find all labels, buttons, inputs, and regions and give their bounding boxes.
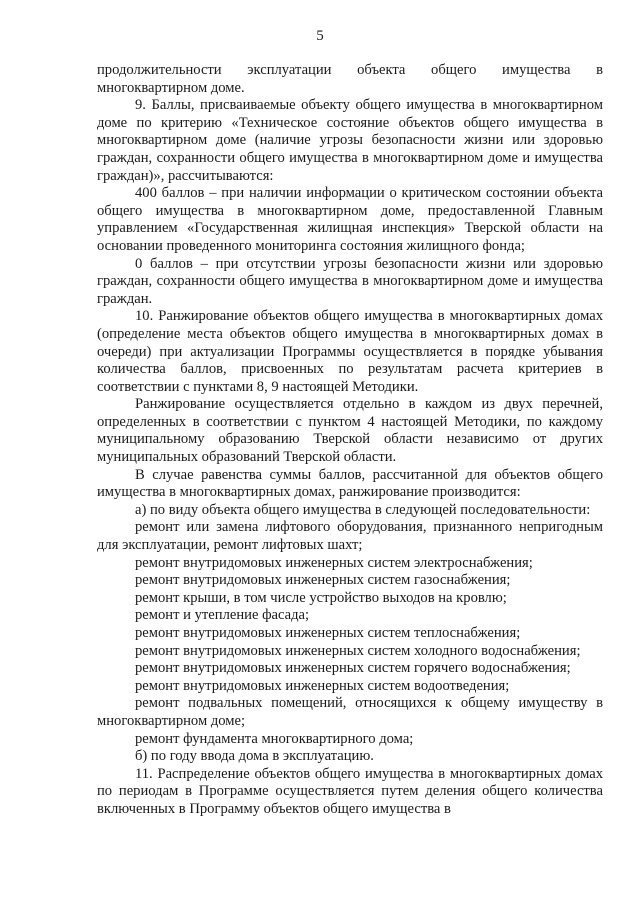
paragraph-ranking: Ранжирование осуществляется отдельно в каждом из двух перечней, определенных в соответствии с пунктом 4 настоящей Методики, по каждому муниципальному образованию Тверской области независимо от других муниципальных образований Тверской области. <box>97 396 603 466</box>
paragraph-item-9: 9. Баллы, присваиваемые объекту общего имущества в многоквартирном доме по критерию «Техническое состояние объектов общего имущества в многоквартирном доме (наличие угрозы безопасности жизни или здоровью граждан, сохранности общего имущества в многоквартирном доме и имущества граждан)», рассчитываются: <box>97 97 603 184</box>
list-item-basement: ремонт подвальных помещений, относящихся к общему имуществу в многоквартирном доме; <box>97 695 603 729</box>
paragraph-continuation: продолжительности эксплуатации объекта общего имущества в многоквартирном доме. <box>97 62 603 96</box>
paragraph-400-points: 400 баллов – при наличии информации о критическом состоянии объекта общего имущества в многоквартирном доме, предоставленной Главным управлением «Государственная жилищная инспекция» Тверской области на основании проведенного мониторинга состояния жилищного фонда; <box>97 185 603 254</box>
list-item-electricity: ремонт внутридомовых инженерных систем электроснабжения; <box>135 554 533 571</box>
list-item-lift: ремонт или замена лифтового оборудования, признанного непригодным для эксплуатации, ремонт лифтовых шахт; <box>97 519 603 554</box>
list-item-drainage: ремонт внутридомовых инженерных систем водоотведения; <box>135 677 510 694</box>
list-item-roof: ремонт крыши, в том числе устройство выходов на кровлю; <box>135 589 507 606</box>
document-body <box>97 62 603 819</box>
list-item-hot-water: ремонт внутридомовых инженерных систем горячего водоснабжения; <box>135 660 571 677</box>
page-number: 5 <box>316 28 324 44</box>
list-item-gas: ремонт внутридомовых инженерных систем газоснабжения; <box>135 572 511 589</box>
list-item-foundation: ремонт фундамента многоквартирного дома; <box>135 730 414 747</box>
paragraph-equal-scores: В случае равенства суммы баллов, рассчитанной для объектов общего имущества в многоквартирных домах, ранжирование производится: <box>97 466 603 501</box>
paragraph-item-11: 11. Распределение объектов общего имущества в многоквартирных домах по периодам в Программе осуществляется путем деления общего количества включенных в Программу объектов общего имущества в <box>97 765 603 817</box>
paragraph-item-10: 10. Ранжирование объектов общего имущества в многоквартирных домах (определение места объектов общего имущества в многоквартирных домах в очереди) при актуализации Программы осуществляется в порядке убывания количества баллов, присвоенных по результатам расчета критериев в соответствии с пунктами 8, 9 настоящей Методики. <box>97 308 603 395</box>
list-item-cold-water: ремонт внутридомовых инженерных систем холодного водоснабжения; <box>135 642 581 659</box>
paragraph-subitem-a: а) по виду объекта общего имущества в следующей последовательности: <box>135 501 591 518</box>
list-item-facade: ремонт и утепление фасада; <box>135 607 310 624</box>
paragraph-subitem-b: б) по году ввода дома в эксплуатацию. <box>135 748 374 765</box>
list-item-heating: ремонт внутридомовых инженерных систем теплоснабжения; <box>135 625 521 641</box>
paragraph-0-points: 0 баллов – при отсутствии угрозы безопасности жизни или здоровью граждан, сохранности общего имущества в многоквартирном доме и имущества граждан. <box>97 255 603 307</box>
